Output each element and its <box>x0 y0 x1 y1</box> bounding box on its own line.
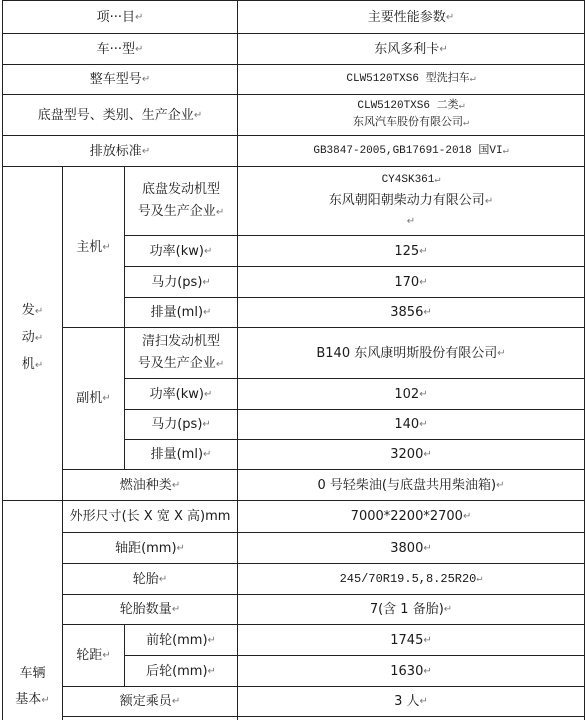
rear-track-label: 后轮(mm) ↵ <box>146 663 216 679</box>
main-engine-label: 主机 ↵ <box>76 239 111 255</box>
fuel-value: 0 号轻柴油(与底盘共用柴油箱) ↵ <box>317 477 505 493</box>
main-hp-label: 马力(ps) ↵ <box>151 274 211 290</box>
aux-hp-label: 马力(ps) ↵ <box>151 417 211 432</box>
engine-group-label: 发↵ 动↵ 机↵ <box>21 303 44 372</box>
chassis-value: CLW5120TXS6 二类↵ 东风汽车股份有限公司↵ <box>352 100 470 129</box>
aux-disp-value: 3200 ↵ <box>390 447 432 462</box>
header-value: 主要性能参数 ↵ <box>367 9 455 25</box>
main-disp-label: 排量(ml) ↵ <box>150 305 212 320</box>
header-item: 项···目 ↵ <box>96 9 144 25</box>
main-disp-value: 3856 ↵ <box>390 305 432 320</box>
main-power-value: 125 ↵ <box>394 243 428 259</box>
tires-label: 轮胎 ↵ <box>132 571 168 587</box>
main-engine-model-value: CY4SK361↵ 东风朝阳朝柴动力有限公司↵ ↵ <box>328 174 494 227</box>
tire-count-label: 轮胎数量 ↵ <box>119 602 181 617</box>
aux-hp-value: 140 ↵ <box>394 417 428 432</box>
emission-value: GB3847-2005,GB17691-2018 国VI ↵ <box>313 144 509 157</box>
fuel-label: 燃油种类 ↵ <box>119 477 181 493</box>
aux-engine-model-label: 清扫发动机型 号及生产企业↵ <box>137 333 225 371</box>
main-engine-model-label: 底盘发动机型 号及生产企业↵ <box>137 181 225 219</box>
vehicle-label: 车···型 ↵ <box>96 41 144 57</box>
aux-engine-label: 副机 ↵ <box>76 391 111 406</box>
basic-group-label: 车辆 基本↵ <box>15 666 50 707</box>
front-track-label: 前轮(mm) ↵ <box>146 632 216 648</box>
seats-value: 3 人 ↵ <box>394 694 428 709</box>
aux-engine-model-value: B140 东风康明斯股份有限公司 ↵ <box>316 345 506 361</box>
emission-label: 排放标准 ↵ <box>89 143 151 159</box>
seats-label: 额定乘员 ↵ <box>119 694 181 709</box>
main-power-label: 功率(kw) ↵ <box>149 243 213 259</box>
wheelbase-value: 3800 ↵ <box>390 540 432 556</box>
spec-table <box>2 0 585 720</box>
track-label: 轮距 ↵ <box>76 648 111 663</box>
aux-disp-label: 排量(ml) ↵ <box>150 447 212 462</box>
aux-power-value: 102 ↵ <box>394 386 428 402</box>
model-value: CLW5120TXS6 型洗扫车 ↵ <box>346 73 476 85</box>
vehicle-value: 东风多利卡 ↵ <box>374 41 448 57</box>
rear-track-value: 1630 ↵ <box>390 663 432 679</box>
tires-value: 245/70R19.5,8.25R20 ↵ <box>339 571 483 586</box>
front-track-value: 1745 ↵ <box>390 632 432 648</box>
dims-label: 外形尺寸(长 X 宽 X 高)mm <box>69 509 231 524</box>
dims-value: 7000*2200*2700 ↵ <box>350 509 472 524</box>
model-label: 整车型号 ↵ <box>89 72 151 87</box>
aux-power-label: 功率(kw) ↵ <box>149 386 213 402</box>
wheelbase-label: 轴距(mm) ↵ <box>115 540 185 556</box>
tire-count-value: 7(含 1 备胎) ↵ <box>369 602 453 617</box>
chassis-label: 底盘型号、类别、生产企业 ↵ <box>37 107 203 123</box>
main-hp-value: 170 ↵ <box>394 274 428 290</box>
